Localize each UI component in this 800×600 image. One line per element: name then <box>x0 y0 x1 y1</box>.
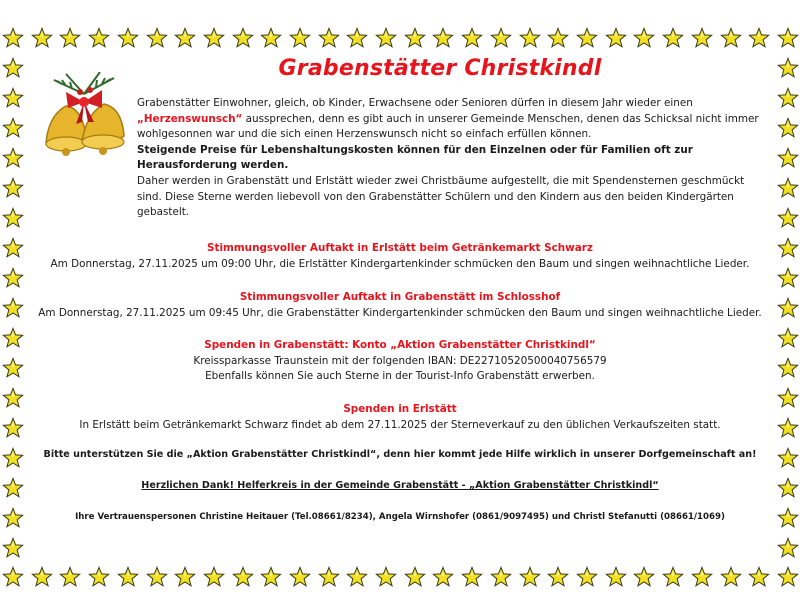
star-icon <box>576 27 598 49</box>
star-icon <box>777 267 799 289</box>
intro-p1-end: aussprechen, denn es gibt auch in unserer Gemeinde Menschen, denen das Schicksal nicht immer wohlgesonnen war und die sich einen Herzenswunsch nicht so einfach erfüllen können. <box>137 112 759 141</box>
section-line-iban: Kreissparkasse Traunstein mit der folgenden IBAN: DE22710520500040756579 <box>193 354 607 367</box>
section-heading: Spenden in Grabenstätt: Konto „Aktion Grabenstätter Christkindl“ <box>204 339 596 351</box>
star-icon <box>547 566 569 588</box>
star-icon <box>59 27 81 49</box>
star-icon <box>490 566 512 588</box>
star-icon <box>432 566 454 588</box>
star-icon <box>346 27 368 49</box>
star-icon <box>2 207 24 229</box>
star-icon <box>777 57 799 79</box>
star-icon <box>490 27 512 49</box>
star-icon <box>777 507 799 529</box>
star-icon <box>519 566 541 588</box>
star-icon <box>2 447 24 469</box>
star-icon <box>203 566 225 588</box>
page-title: Grabenstätter Christkindl <box>278 56 602 81</box>
star-icon <box>2 117 24 139</box>
star-icon <box>260 27 282 49</box>
intro-paragraph-3: Daher werden in Grabenstätt und Erlstätt wieder zwei Christbäume aufgestellt, die mit Spendensternen geschmückt sind. Diese Sterne werden liebevoll von den Grabenstätter Schülern und den Kindern aus den beiden Kindergärten gebastelt. <box>137 174 745 219</box>
star-icon <box>777 117 799 139</box>
star-icon <box>777 417 799 439</box>
star-icon <box>2 237 24 259</box>
star-icon <box>662 566 684 588</box>
star-icon <box>146 566 168 588</box>
star-icon <box>777 177 799 199</box>
star-icon <box>232 566 254 588</box>
star-icon <box>605 27 627 49</box>
appeal-text: Bitte unterstützen Sie die „Aktion Grabenstätter Christkindl“, denn hier kommt jede Hilfe wirklich in unserer Dorfgemeinschaft an! <box>43 449 757 460</box>
star-icon <box>432 27 454 49</box>
star-icon <box>203 27 225 49</box>
star-icon <box>777 477 799 499</box>
star-icon <box>777 327 799 349</box>
star-icon <box>777 87 799 109</box>
star-icon <box>2 477 24 499</box>
section-donations-erlstaett <box>30 402 770 433</box>
star-icon <box>146 27 168 49</box>
herzenswunsch-highlight: „Herzenswunsch“ <box>137 112 243 125</box>
star-icon <box>117 566 139 588</box>
star-icon <box>2 177 24 199</box>
section-erlstaett-start <box>30 241 770 272</box>
star-icon <box>2 387 24 409</box>
star-icon <box>720 566 742 588</box>
star-icon <box>2 327 24 349</box>
star-icon <box>232 27 254 49</box>
star-icon <box>31 566 53 588</box>
intro-text <box>137 96 762 221</box>
section-heading: Stimmungsvoller Auftakt in Erlstätt beim Getränkemarkt Schwarz <box>207 242 593 254</box>
contacts-text: Ihre Vertrauenspersonen Christine Heitauer (Tel.08661/8234), Angela Wirnshofer (0861/9097495) und Christl Stefanutti (08661/1069) <box>75 512 725 522</box>
section-line: Am Donnerstag, 27.11.2025 um 09:00 Uhr, die Erlstätter Kindergartenkinder schmücken den Baum und singen weihnachtliche Lieder. <box>50 257 750 270</box>
star-icon <box>605 566 627 588</box>
star-icon <box>777 27 799 49</box>
star-icon <box>404 566 426 588</box>
section-line: In Erlstätt beim Getränkemarkt Schwarz findet ab dem 27.11.2025 der Sterneverkauf zu den üblichen Verkaufszeiten statt. <box>79 418 721 431</box>
star-icon <box>777 357 799 379</box>
star-icon <box>2 297 24 319</box>
star-icon <box>777 297 799 319</box>
star-icon <box>375 566 397 588</box>
star-icon <box>88 566 110 588</box>
star-icon <box>777 537 799 559</box>
star-icon <box>777 387 799 409</box>
star-icon <box>576 566 598 588</box>
star-icon <box>2 357 24 379</box>
star-icon <box>633 27 655 49</box>
section-grabenstaett-start <box>30 290 770 321</box>
section-heading: Stimmungsvoller Auftakt in Grabenstätt im Schlosshof <box>239 291 561 303</box>
star-icon <box>117 27 139 49</box>
star-icon <box>318 566 340 588</box>
section-line: Ebenfalls können Sie auch Sterne in der Tourist-Info Grabenstätt erwerben. <box>205 370 595 383</box>
thanks-text: Herzlichen Dank! Helferkreis in der Gemeinde Grabenstätt - „Aktion Grabenstätter Christkindl“ <box>141 480 659 491</box>
star-icon <box>2 87 24 109</box>
star-icon <box>662 27 684 49</box>
intro-paragraph-2: Steigende Preise für Lebenshaltungskosten können für den Einzelnen oder für Familien oft zur Herausforderung werden. <box>137 143 693 172</box>
star-icon <box>2 27 24 49</box>
star-icon <box>318 27 340 49</box>
star-icon <box>748 566 770 588</box>
star-icon <box>260 566 282 588</box>
star-icon <box>461 566 483 588</box>
star-icon <box>88 27 110 49</box>
star-icon <box>289 27 311 49</box>
star-icon <box>375 27 397 49</box>
star-icon <box>59 566 81 588</box>
star-icon <box>633 566 655 588</box>
star-icon <box>777 447 799 469</box>
star-icon <box>461 27 483 49</box>
star-icon <box>2 267 24 289</box>
star-icon <box>777 237 799 259</box>
star-icon <box>777 566 799 588</box>
christmas-bells-icon <box>36 72 132 164</box>
star-icon <box>2 537 24 559</box>
star-icon <box>2 507 24 529</box>
intro-p1-start: Grabenstätter Einwohner, gleich, ob Kinder, Erwachsene oder Senioren dürfen in diesem Jahr wieder einen <box>137 97 693 109</box>
star-icon <box>547 27 569 49</box>
section-line: Am Donnerstag, 27.11.2025 um 09:45 Uhr, die Grabenstätter Kindergartenkinder schmücken den Baum und singen weihnachtliche Lieder. <box>38 306 762 319</box>
star-icon <box>2 147 24 169</box>
star-icon <box>777 147 799 169</box>
intro-paragraph-1 <box>137 96 762 143</box>
star-icon <box>31 27 53 49</box>
star-icon <box>777 207 799 229</box>
star-icon <box>519 27 541 49</box>
section-heading: Spenden in Erlstätt <box>343 403 457 415</box>
star-icon <box>691 566 713 588</box>
star-icon <box>404 27 426 49</box>
star-icon <box>346 566 368 588</box>
star-icon <box>174 27 196 49</box>
star-icon <box>2 566 24 588</box>
star-icon <box>2 57 24 79</box>
star-icon <box>289 566 311 588</box>
star-icon <box>720 27 742 49</box>
star-icon <box>2 417 24 439</box>
star-icon <box>691 27 713 49</box>
star-icon <box>748 27 770 49</box>
star-icon <box>174 566 196 588</box>
section-donations-grabenstaett <box>30 338 770 385</box>
